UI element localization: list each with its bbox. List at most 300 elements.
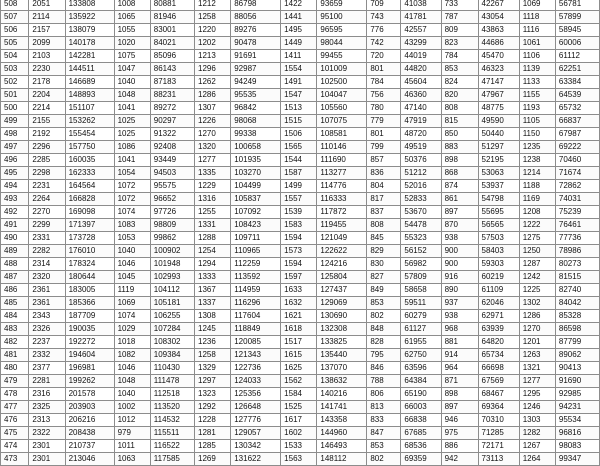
table-cell: 849 xyxy=(367,284,401,297)
table-row xyxy=(1,375,600,388)
table-cell: 2155 xyxy=(29,115,65,128)
table-row xyxy=(1,37,600,50)
table-cell: 96595 xyxy=(317,24,367,37)
table-row xyxy=(1,11,600,24)
table-cell: 1267 xyxy=(519,440,555,453)
table-cell: 121343 xyxy=(231,349,281,362)
table-cell: 137070 xyxy=(317,362,367,375)
table-cell: 61109 xyxy=(478,284,519,297)
table-cell: 815 xyxy=(441,115,478,128)
score-cell: 489 xyxy=(1,245,29,258)
table-cell: 56781 xyxy=(555,0,599,11)
table-cell: 190035 xyxy=(65,323,114,336)
table-cell: 82740 xyxy=(555,284,599,297)
table-cell: 50440 xyxy=(478,128,519,141)
table-cell: 787 xyxy=(441,11,478,24)
table-cell: 1254 xyxy=(195,245,231,258)
table-cell: 2325 xyxy=(29,401,65,414)
table-cell: 95575 xyxy=(150,180,194,193)
table-cell: 54478 xyxy=(401,219,441,232)
table-cell: 114532 xyxy=(150,414,194,427)
table-cell: 2157 xyxy=(29,24,65,37)
table-cell: 817 xyxy=(367,193,401,206)
table-cell: 60279 xyxy=(401,310,441,323)
table-cell: 1072 xyxy=(114,180,150,193)
score-cell: 492 xyxy=(1,206,29,219)
table-cell: 49519 xyxy=(401,141,441,154)
table-cell: 166828 xyxy=(65,193,114,206)
table-cell: 65734 xyxy=(478,349,519,362)
score-cell: 473 xyxy=(1,453,29,466)
score-cell: 502 xyxy=(1,76,29,89)
table-cell: 51297 xyxy=(478,141,519,154)
table-cell: 1618 xyxy=(281,323,317,336)
table-cell: 1602 xyxy=(281,427,317,440)
table-cell: 130690 xyxy=(317,310,367,323)
table-body xyxy=(1,0,600,466)
table-cell: 1321 xyxy=(519,362,555,375)
table-cell: 1335 xyxy=(195,167,231,180)
table-cell: 41038 xyxy=(401,0,441,11)
table-cell: 2332 xyxy=(29,349,65,362)
score-cell: 508 xyxy=(1,0,29,11)
table-cell: 813 xyxy=(367,401,401,414)
table-cell: 138632 xyxy=(317,375,367,388)
table-cell: 84021 xyxy=(150,37,194,50)
table-cell: 1333 xyxy=(195,271,231,284)
table-cell: 92987 xyxy=(231,63,281,76)
table-cell: 2099 xyxy=(29,37,65,50)
table-cell: 1565 xyxy=(281,141,317,154)
table-cell: 95535 xyxy=(231,89,281,102)
table-cell: 1513 xyxy=(281,102,317,115)
table-cell: 160035 xyxy=(65,154,114,167)
table-cell: 1118 xyxy=(519,11,555,24)
table-cell: 110430 xyxy=(150,362,194,375)
table-cell: 110965 xyxy=(231,245,281,258)
score-cell: 481 xyxy=(1,349,29,362)
table-cell: 58945 xyxy=(555,24,599,37)
table-cell: 122622 xyxy=(317,245,367,258)
table-cell: 100658 xyxy=(231,141,281,154)
table-cell: 60006 xyxy=(555,37,599,50)
table-cell: 802 xyxy=(367,453,401,466)
table-cell: 80881 xyxy=(150,0,194,11)
table-cell: 820 xyxy=(441,89,478,102)
table-cell: 94503 xyxy=(150,167,194,180)
table-row xyxy=(1,388,600,401)
table-cell: 1075 xyxy=(114,50,150,63)
table-cell: 1597 xyxy=(281,271,317,284)
table-cell: 119455 xyxy=(317,219,367,232)
table-cell: 975 xyxy=(441,427,478,440)
table-cell: 66003 xyxy=(401,401,441,414)
table-cell: 70460 xyxy=(555,154,599,167)
table-row xyxy=(1,141,600,154)
table-cell: 155454 xyxy=(65,128,114,141)
table-cell: 69222 xyxy=(555,141,599,154)
table-cell: 1255 xyxy=(195,206,231,219)
table-cell: 2298 xyxy=(29,167,65,180)
table-cell: 784 xyxy=(367,76,401,89)
table-cell: 780 xyxy=(367,102,401,115)
table-cell: 2237 xyxy=(29,336,65,349)
score-cell: 497 xyxy=(1,141,29,154)
table-cell: 1069 xyxy=(114,297,150,310)
table-cell: 206216 xyxy=(65,414,114,427)
table-cell: 1025 xyxy=(114,115,150,128)
table-cell: 61955 xyxy=(401,336,441,349)
table-cell: 46360 xyxy=(401,89,441,102)
table-cell: 100902 xyxy=(150,245,194,258)
table-cell: 2326 xyxy=(29,323,65,336)
table-row xyxy=(1,102,600,115)
table-cell: 124216 xyxy=(317,258,367,271)
table-cell: 1150 xyxy=(519,128,555,141)
table-cell: 837 xyxy=(367,206,401,219)
table-cell: 185366 xyxy=(65,297,114,310)
table-cell: 47967 xyxy=(478,89,519,102)
table-cell: 1048 xyxy=(114,375,150,388)
table-cell: 55695 xyxy=(478,206,519,219)
table-cell: 1065 xyxy=(114,11,150,24)
table-cell: 890 xyxy=(441,284,478,297)
table-cell: 1245 xyxy=(195,323,231,336)
table-row xyxy=(1,284,600,297)
table-cell: 196981 xyxy=(65,362,114,375)
table-cell: 99862 xyxy=(150,232,194,245)
table-cell: 897 xyxy=(441,401,478,414)
table-cell: 850 xyxy=(441,128,478,141)
table-cell: 2313 xyxy=(29,414,65,427)
table-cell: 162333 xyxy=(65,167,114,180)
table-cell: 45604 xyxy=(401,76,441,89)
table-cell: 804 xyxy=(367,180,401,193)
table-cell: 1119 xyxy=(114,284,150,297)
table-cell: 2285 xyxy=(29,154,65,167)
score-cell: 476 xyxy=(1,414,29,427)
table-cell: 85096 xyxy=(150,50,194,63)
table-cell: 808 xyxy=(367,219,401,232)
table-cell: 1449 xyxy=(281,37,317,50)
table-cell: 1506 xyxy=(281,128,317,141)
table-cell: 87183 xyxy=(150,76,194,89)
table-cell: 102993 xyxy=(150,271,194,284)
table-cell: 104499 xyxy=(231,180,281,193)
table-cell: 2377 xyxy=(29,362,65,375)
table-cell: 112259 xyxy=(231,258,281,271)
table-cell: 1323 xyxy=(195,388,231,401)
table-cell: 192272 xyxy=(65,336,114,349)
table-cell: 1329 xyxy=(195,362,231,375)
table-cell: 101935 xyxy=(231,154,281,167)
table-cell: 1222 xyxy=(519,219,555,232)
table-cell: 87799 xyxy=(555,336,599,349)
table-cell: 1544 xyxy=(281,154,317,167)
score-cell: 484 xyxy=(1,310,29,323)
table-cell: 60219 xyxy=(478,271,519,284)
table-cell: 148893 xyxy=(65,89,114,102)
table-row xyxy=(1,219,600,232)
table-cell: 1074 xyxy=(114,310,150,323)
table-cell: 63384 xyxy=(555,76,599,89)
table-cell: 1040 xyxy=(114,76,150,89)
table-cell: 129069 xyxy=(317,297,367,310)
score-cell: 480 xyxy=(1,362,29,375)
table-cell: 1615 xyxy=(281,349,317,362)
table-cell: 1046 xyxy=(114,258,150,271)
table-cell: 1063 xyxy=(114,453,150,466)
table-cell: 98083 xyxy=(555,440,599,453)
table-cell: 63596 xyxy=(401,362,441,375)
table-cell: 53670 xyxy=(401,206,441,219)
table-cell: 2281 xyxy=(29,375,65,388)
table-row xyxy=(1,271,600,284)
score-cell: 504 xyxy=(1,50,29,63)
table-cell: 146493 xyxy=(317,440,367,453)
table-cell: 58403 xyxy=(478,245,519,258)
table-cell: 203903 xyxy=(65,401,114,414)
table-cell: 48775 xyxy=(478,102,519,115)
table-cell: 900 xyxy=(441,258,478,271)
table-cell: 55323 xyxy=(401,232,441,245)
table-cell: 1116 xyxy=(519,24,555,37)
table-cell: 104112 xyxy=(150,284,194,297)
table-cell: 141741 xyxy=(317,401,367,414)
table-cell: 62971 xyxy=(478,310,519,323)
table-cell: 46323 xyxy=(478,63,519,76)
table-cell: 802 xyxy=(367,310,401,323)
table-cell: 67685 xyxy=(401,427,441,440)
table-cell: 1587 xyxy=(281,167,317,180)
table-cell: 2361 xyxy=(29,297,65,310)
table-cell: 43863 xyxy=(478,24,519,37)
table-cell: 1308 xyxy=(195,310,231,323)
table-cell: 743 xyxy=(367,11,401,24)
table-cell: 91322 xyxy=(150,128,194,141)
table-cell: 853 xyxy=(367,440,401,453)
table-cell: 1422 xyxy=(281,0,317,11)
table-cell: 64820 xyxy=(478,336,519,349)
table-cell: 93449 xyxy=(150,154,194,167)
table-row xyxy=(1,349,600,362)
table-cell: 44019 xyxy=(401,50,441,63)
table-cell: 1594 xyxy=(281,258,317,271)
table-cell: 107075 xyxy=(317,115,367,128)
table-cell: 1632 xyxy=(281,297,317,310)
table-cell: 51212 xyxy=(401,167,441,180)
table-cell: 120085 xyxy=(231,336,281,349)
table-cell: 144960 xyxy=(317,427,367,440)
table-cell: 106255 xyxy=(150,310,194,323)
table-cell: 1625 xyxy=(281,362,317,375)
table-row xyxy=(1,154,600,167)
table-cell: 140178 xyxy=(65,37,114,50)
table-cell: 806 xyxy=(367,388,401,401)
table-row xyxy=(1,401,600,414)
table-cell: 914 xyxy=(441,349,478,362)
table-cell: 42557 xyxy=(401,24,441,37)
table-cell: 720 xyxy=(367,50,401,63)
table-cell: 183005 xyxy=(65,284,114,297)
table-cell: 86798 xyxy=(231,0,281,11)
table-cell: 124033 xyxy=(231,375,281,388)
table-cell: 1055 xyxy=(114,24,150,37)
table-cell: 102500 xyxy=(317,76,367,89)
table-cell: 199262 xyxy=(65,375,114,388)
table-cell: 113277 xyxy=(317,167,367,180)
table-cell: 847 xyxy=(367,427,401,440)
table-cell: 898 xyxy=(441,388,478,401)
score-cell: 507 xyxy=(1,11,29,24)
table-cell: 1282 xyxy=(519,427,555,440)
table-cell: 836 xyxy=(367,167,401,180)
table-cell: 1491 xyxy=(281,76,317,89)
table-row xyxy=(1,206,600,219)
table-cell: 85328 xyxy=(555,310,599,323)
table-cell: 799 xyxy=(367,141,401,154)
table-row xyxy=(1,453,600,466)
table-cell: 1303 xyxy=(519,414,555,427)
table-cell: 58658 xyxy=(401,284,441,297)
table-row xyxy=(1,63,600,76)
table-cell: 176010 xyxy=(65,245,114,258)
table-cell: 2178 xyxy=(29,76,65,89)
table-cell: 1262 xyxy=(195,76,231,89)
table-row xyxy=(1,245,600,258)
table-cell: 1086 xyxy=(114,141,150,154)
table-cell: 1226 xyxy=(195,115,231,128)
table-cell: 53937 xyxy=(478,180,519,193)
table-cell: 1250 xyxy=(519,245,555,258)
table-cell: 1554 xyxy=(281,63,317,76)
table-cell: 96652 xyxy=(150,193,194,206)
table-row xyxy=(1,258,600,271)
table-cell: 92408 xyxy=(150,141,194,154)
table-cell: 213046 xyxy=(65,453,114,466)
table-cell: 110146 xyxy=(317,141,367,154)
table-cell: 1045 xyxy=(114,271,150,284)
table-cell: 1302 xyxy=(519,297,555,310)
table-cell: 133808 xyxy=(65,0,114,11)
table-cell: 942 xyxy=(441,453,478,466)
table-cell: 1287 xyxy=(519,258,555,271)
table-cell: 113520 xyxy=(150,401,194,414)
score-cell: 478 xyxy=(1,388,29,401)
table-cell: 97726 xyxy=(150,206,194,219)
table-row xyxy=(1,323,600,336)
table-cell: 1225 xyxy=(519,284,555,297)
table-cell: 801 xyxy=(367,63,401,76)
table-cell: 88231 xyxy=(150,89,194,102)
table-row xyxy=(1,180,600,193)
table-cell: 1337 xyxy=(195,297,231,310)
table-cell: 101009 xyxy=(317,63,367,76)
table-cell: 1292 xyxy=(195,401,231,414)
table-cell: 1621 xyxy=(281,310,317,323)
table-cell: 68467 xyxy=(478,388,519,401)
table-cell: 66838 xyxy=(401,414,441,427)
table-cell: 1557 xyxy=(281,193,317,206)
table-cell: 129057 xyxy=(231,427,281,440)
table-cell: 1617 xyxy=(281,414,317,427)
table-cell: 1040 xyxy=(114,245,150,258)
table-cell: 871 xyxy=(441,375,478,388)
table-cell: 968 xyxy=(441,323,478,336)
table-cell: 64539 xyxy=(555,89,599,102)
table-cell: 1238 xyxy=(519,154,555,167)
table-cell: 143358 xyxy=(317,414,367,427)
table-cell: 157750 xyxy=(65,141,114,154)
table-cell: 946 xyxy=(441,414,478,427)
table-cell: 2204 xyxy=(29,89,65,102)
table-row xyxy=(1,89,600,102)
table-cell: 54798 xyxy=(478,193,519,206)
table-cell: 1025 xyxy=(114,128,150,141)
table-cell: 71285 xyxy=(478,427,519,440)
table-cell: 89062 xyxy=(555,349,599,362)
table-row xyxy=(1,50,600,63)
score-cell: 505 xyxy=(1,37,29,50)
table-cell: 1562 xyxy=(281,375,317,388)
table-cell: 95100 xyxy=(317,11,367,24)
table-cell: 52833 xyxy=(401,193,441,206)
table-cell: 1297 xyxy=(195,375,231,388)
table-cell: 178324 xyxy=(65,258,114,271)
table-cell: 69364 xyxy=(478,401,519,414)
score-cell: 488 xyxy=(1,258,29,271)
table-row xyxy=(1,193,600,206)
table-cell: 59303 xyxy=(478,258,519,271)
table-cell: 114959 xyxy=(231,284,281,297)
table-row xyxy=(1,427,600,440)
score-cell: 485 xyxy=(1,297,29,310)
table-cell: 67987 xyxy=(555,128,599,141)
table-cell: 117585 xyxy=(150,453,194,466)
table-cell: 67569 xyxy=(478,375,519,388)
table-cell: 1047 xyxy=(114,63,150,76)
table-cell: 795 xyxy=(367,349,401,362)
table-cell: 2230 xyxy=(29,63,65,76)
table-cell: 153262 xyxy=(65,115,114,128)
table-cell: 845 xyxy=(367,232,401,245)
table-cell: 824 xyxy=(441,76,478,89)
table-cell: 116522 xyxy=(150,440,194,453)
table-cell: 194604 xyxy=(65,349,114,362)
table-cell: 1020 xyxy=(114,37,150,50)
table-cell: 1208 xyxy=(519,206,555,219)
table-cell: 151107 xyxy=(65,102,114,115)
table-row xyxy=(1,362,600,375)
table-cell: 788 xyxy=(367,375,401,388)
table-cell: 94231 xyxy=(555,401,599,414)
table-cell: 1069 xyxy=(519,0,555,11)
table-cell: 135922 xyxy=(65,11,114,24)
table-cell: 47140 xyxy=(401,102,441,115)
table-cell: 1285 xyxy=(195,440,231,453)
table-cell: 2214 xyxy=(29,102,65,115)
table-cell: 72862 xyxy=(555,180,599,193)
table-cell: 1083 xyxy=(114,219,150,232)
table-cell: 1263 xyxy=(519,349,555,362)
table-cell: 142281 xyxy=(65,50,114,63)
table-cell: 99338 xyxy=(231,128,281,141)
table-cell: 88056 xyxy=(231,11,281,24)
score-cell: 498 xyxy=(1,128,29,141)
table-cell: 1011 xyxy=(114,440,150,453)
table-cell: 1525 xyxy=(281,401,317,414)
table-cell: 98809 xyxy=(150,219,194,232)
